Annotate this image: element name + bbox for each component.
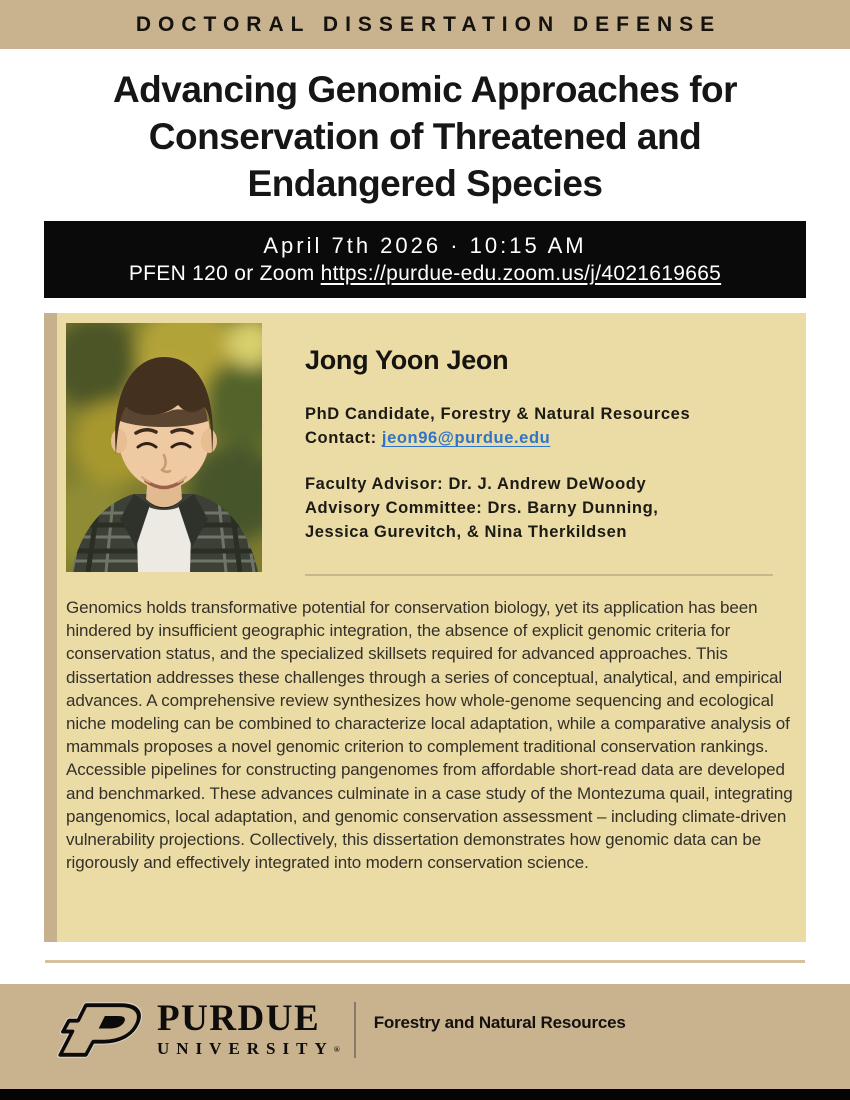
department-name: Forestry and Natural Resources	[373, 1013, 626, 1032]
zoom-meeting-link[interactable]: https://purdue-edu.zoom.us/j/4021619665	[320, 262, 722, 285]
speaker-photo	[66, 323, 262, 572]
title-line-3: Endangered Species	[247, 163, 603, 204]
dissertation-title	[0, 66, 850, 207]
faculty-advisor: Faculty Advisor: Dr. J. Andrew DeWoody	[305, 475, 647, 493]
title-line-2: Conservation of Threatened and	[148, 116, 702, 157]
event-location-text: PFEN 120 or Zoom	[128, 262, 321, 285]
bottom-black-bar	[0, 1089, 850, 1100]
top-banner	[0, 0, 850, 49]
title-line-1: Advancing Genomic Approaches for	[112, 69, 738, 110]
event-banner	[44, 221, 806, 298]
event-datetime: April 7th 2026 · 10:15 AM	[263, 233, 587, 258]
advisory-committee-line1: Advisory Committee: Drs. Barny Dunning,	[305, 499, 659, 517]
portrait-image	[66, 323, 262, 572]
logo-divider	[354, 1002, 356, 1058]
speaker-info	[305, 313, 775, 576]
speaker-role: PhD Candidate, Forestry & Natural Resources	[305, 405, 691, 423]
speaker-card	[44, 313, 806, 942]
speaker-name: Jong Yoon Jeon	[305, 345, 509, 375]
abstract-text: Genomics holds transformative potential for conservation biology, yet its application has been hindered by insufficient geographic integration, the absence of explicit genomic criteria for conservation status, and the specialized skillsets required for advanced approaches. This dissertation addresses these challenges through a series of conceptual, analytical, and empirical advances. A comprehensive review synthesizes how whole-genome sequencing and ecological niche modeling can be combined to characterize local adaptation, while a comparative analysis of mammals proposes a novel genomic criterion to complement traditional conservation rankings. Accessible pipelines for constructing pangenomes from affordable short-read data are developed and benchmarked. These advances culminate in a case study of the Montezuma quail, integrating pangenomics, local adaptation, and genomic conservation assessment – including climate-driven vulnerability projections. Collectively, this dissertation demonstrates how genomic data can be rigorously and effectively integrated into modern conservation science.	[66, 598, 793, 873]
event-location	[129, 262, 721, 286]
contact-line	[305, 426, 775, 450]
university-label: UNIVERSITY	[157, 1038, 334, 1058]
purdue-text: PURDUE	[157, 997, 321, 1039]
registered-trademark: ®	[333, 1044, 340, 1054]
purdue-motion-p-icon	[50, 999, 145, 1061]
contact-label: Contact:	[305, 429, 382, 447]
banner-title: DOCTORAL DISSERTATION DEFENSE	[135, 12, 722, 36]
university-text	[157, 1039, 340, 1059]
footer	[0, 984, 850, 1089]
info-divider	[305, 574, 773, 576]
advisor-block	[305, 472, 775, 544]
purdue-wordmark	[157, 997, 340, 1059]
advisory-committee-line2: Jessica Gurevitch, & Nina Therkildsen	[305, 523, 628, 541]
section-divider	[45, 960, 805, 963]
email-link[interactable]: jeon96@purdue.edu	[381, 429, 551, 447]
purdue-logo-lockup	[50, 999, 626, 1061]
